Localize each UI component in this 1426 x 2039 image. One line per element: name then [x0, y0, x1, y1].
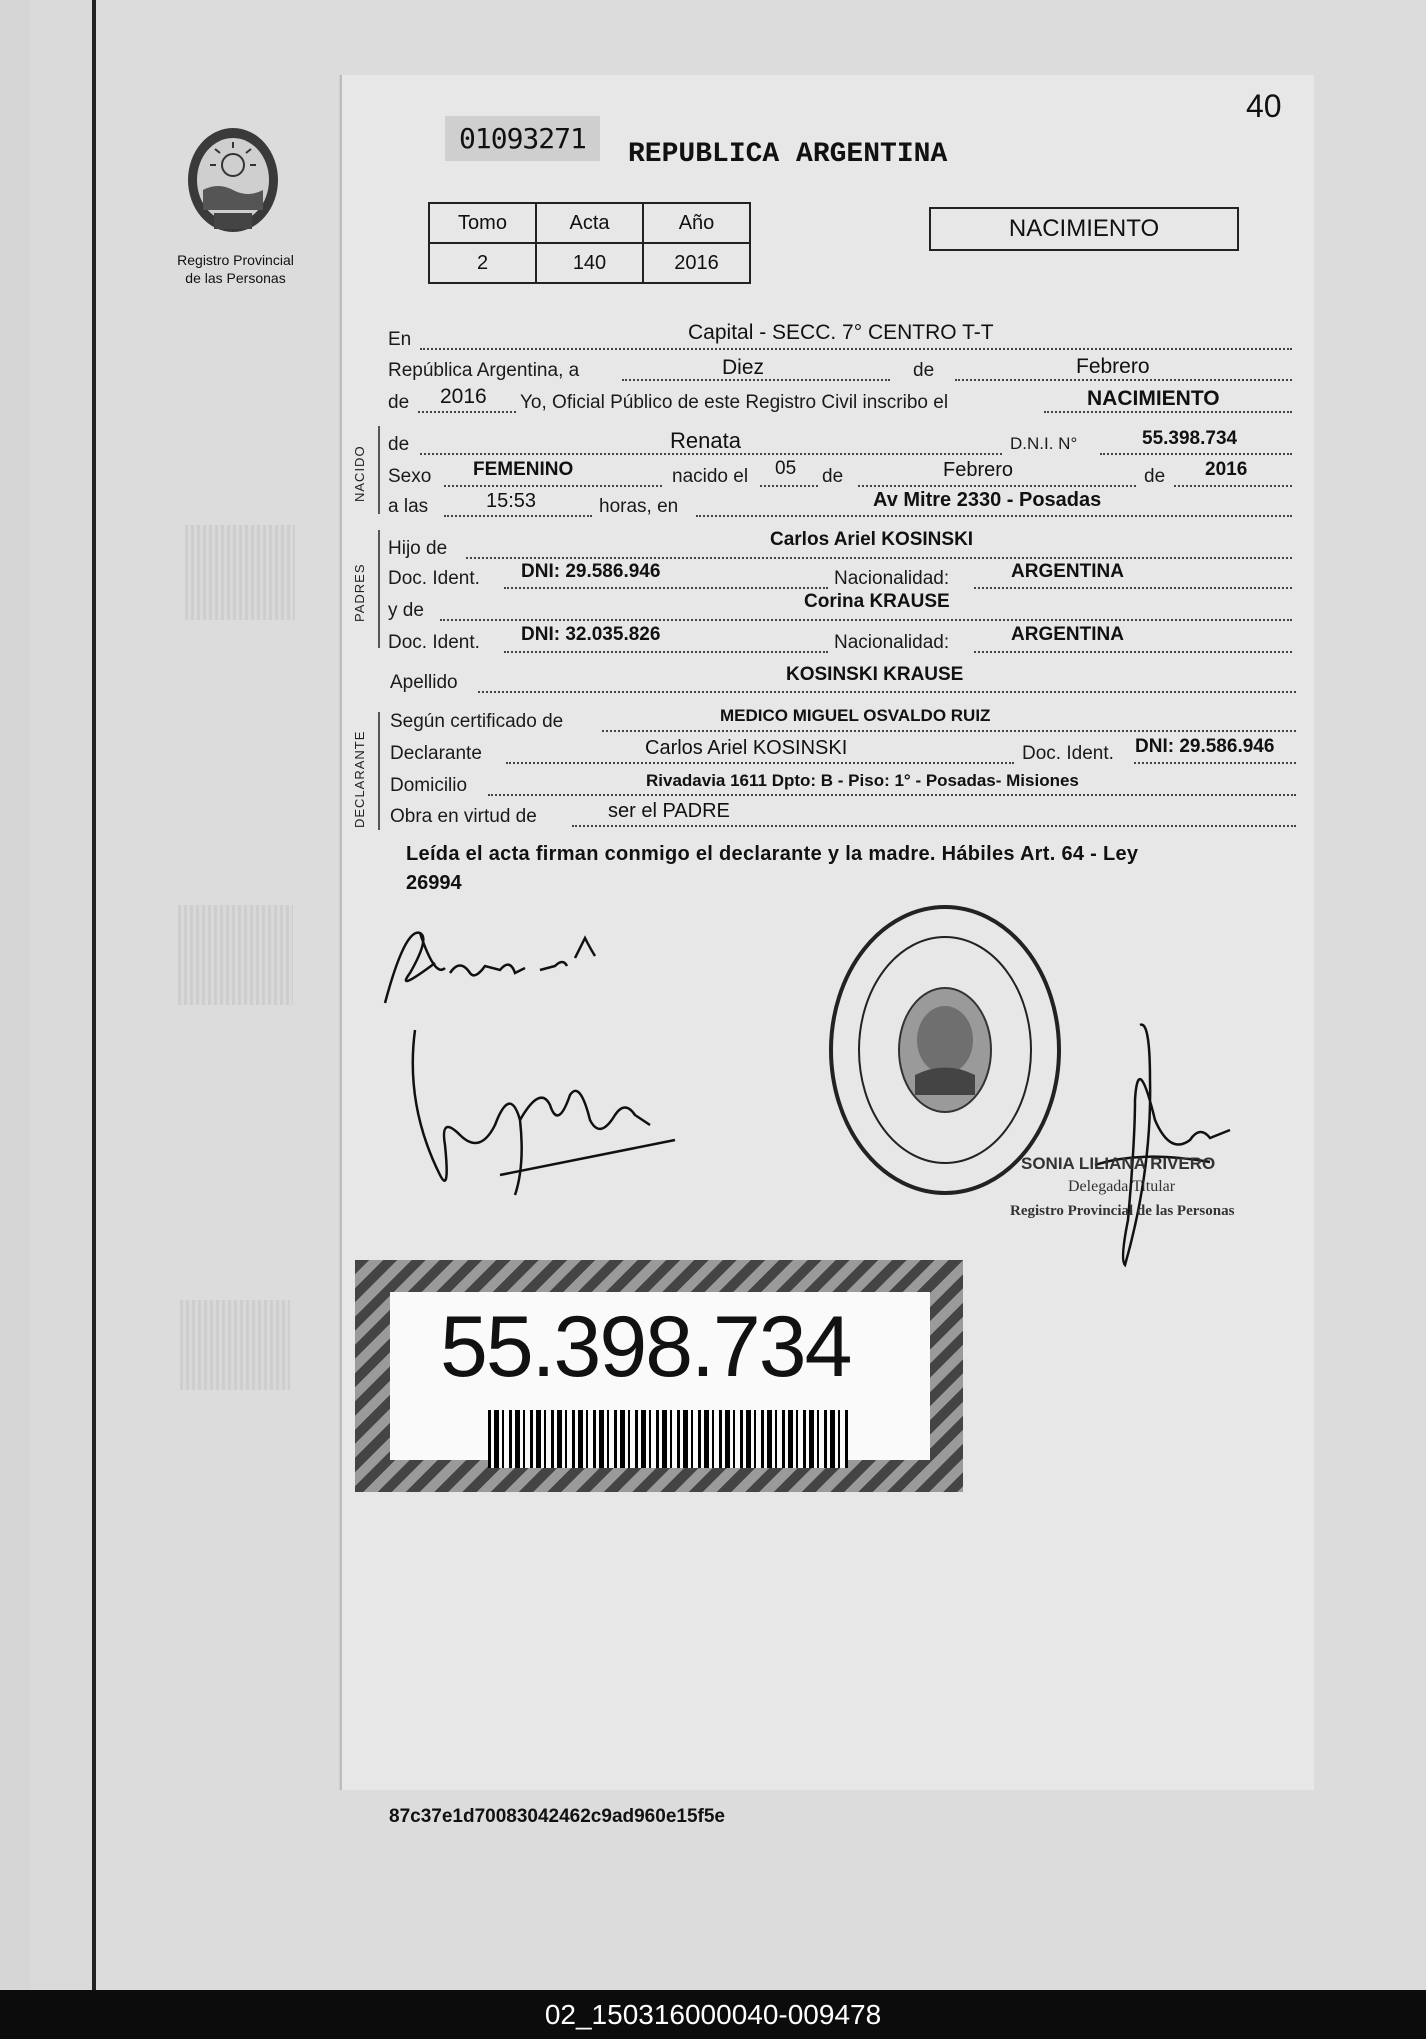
dotted-line [504, 651, 828, 653]
a-las-label: a las [388, 496, 429, 517]
de-label: de [388, 434, 410, 455]
dotted-line [444, 515, 592, 517]
dotted-line [488, 794, 1296, 796]
dotted-line [696, 515, 1292, 517]
logo-caption-line1: Registro Provincial [177, 252, 294, 268]
de-label: de [388, 392, 410, 413]
dotted-line [974, 587, 1292, 589]
barcode-label [390, 1292, 930, 1460]
dotted-line [858, 485, 1136, 487]
padres-section-label: PADRES [352, 563, 367, 622]
dotted-line [602, 730, 1296, 732]
y-de-label: y de [388, 600, 424, 621]
republica-label: República Argentina, a [388, 360, 580, 381]
doc-ident-label: Doc. Ident. [388, 632, 480, 653]
anio-header: Año [643, 203, 750, 243]
de-label: de [913, 360, 935, 381]
officer-title: Delegada Titular [1068, 1178, 1176, 1195]
page-number: 40 [1246, 88, 1282, 124]
sexo-label: Sexo [388, 466, 432, 487]
domicilio-label: Domicilio [390, 775, 468, 796]
mother-nationality: ARGENTINA [1011, 624, 1124, 645]
declarante-name: Carlos Ariel KOSINSKI [645, 737, 848, 759]
dotted-line [478, 691, 1296, 693]
binding-line [92, 0, 96, 1990]
doc-ident-label: Doc. Ident. [1022, 743, 1114, 764]
mother-signature [400, 1025, 720, 1205]
tomo-header: Tomo [429, 203, 536, 243]
dotted-line [506, 762, 1014, 764]
country-title: REPUBLICA ARGENTINA [628, 139, 948, 170]
dotted-line [1044, 411, 1292, 413]
anio-value: 2016 [643, 243, 750, 283]
registration-month: Febrero [1076, 355, 1150, 378]
oficial-text: Yo, Oficial Público de este Registro Civil inscribo el [520, 392, 949, 413]
obra-label: Obra en virtud de [390, 806, 537, 827]
nacido-section-label: NACIDO [352, 445, 367, 502]
act-type-box: NACIMIENTO [929, 207, 1239, 251]
officer-name: SONIA LILIANA RIVERO [1021, 1154, 1216, 1173]
signature-mark-icon [400, 1025, 720, 1205]
horas-en-label: horas, en [599, 496, 679, 517]
dni-label: D.N.I. N° [1010, 434, 1078, 453]
nacido-el-label: nacido el [672, 466, 749, 487]
child-name: Renata [670, 428, 741, 453]
registry-place: Capital - SECC. 7° CENTRO T-T [688, 321, 994, 344]
surname: KOSINSKI KRAUSE [786, 664, 964, 685]
scan-footer: 02_150316000040-009478 [0, 1990, 1426, 2039]
tomo-value: 2 [429, 243, 536, 283]
birth-time: 15:53 [486, 490, 537, 512]
barcode-bars [488, 1410, 848, 1468]
dotted-line [418, 411, 516, 413]
signature-mark-icon [1080, 1020, 1260, 1270]
father-name: Carlos Ariel KOSINSKI [770, 529, 974, 550]
birth-day: 05 [775, 458, 797, 479]
page-stack-edge-inner [30, 0, 96, 1990]
barcode-card [355, 1260, 963, 1492]
doc-ident-label: Doc. Ident. [388, 568, 480, 589]
en-label: En [388, 329, 412, 350]
acta-value: 140 [536, 243, 643, 283]
officer-signature [1080, 1020, 1260, 1270]
father-doc: DNI: 29.586.946 [521, 561, 661, 582]
bleed-through-mark [185, 525, 295, 620]
dotted-line [760, 485, 818, 487]
mother-name: Corina KRAUSE [804, 591, 950, 612]
declarante-doc: DNI: 29.586.946 [1135, 736, 1275, 757]
dotted-line [420, 348, 1292, 350]
dotted-line [504, 587, 828, 589]
dotted-line [1100, 453, 1292, 455]
certificado-label: Según certificado de [390, 711, 564, 732]
de-label: de [822, 466, 844, 487]
province-logo [178, 120, 288, 245]
nacionalidad-label: Nacionalidad: [834, 568, 950, 589]
de-label: de [1144, 466, 1166, 487]
declarante-section-label: DECLARANTE [352, 730, 367, 828]
hijo-de-label: Hijo de [388, 538, 448, 559]
certificado-value: MEDICO MIGUEL OSVALDO RUIZ [720, 706, 991, 725]
dotted-line [572, 825, 1296, 827]
declarante-address: Rivadavia 1611 Dpto: B - Piso: 1° - Posadas- Misiones [646, 771, 1079, 790]
dotted-line [1174, 485, 1292, 487]
dotted-line [444, 485, 662, 487]
document-hash: 87c37e1d70083042462c9ad960e15f5e [389, 1806, 725, 1827]
barcode-number: 55.398.734 [440, 1299, 851, 1395]
closing-text-line1: Leída el acta firman conmigo el declarante y la madre. Hábiles Art. 64 - Ley [406, 843, 1139, 865]
closing-text-line2: 26994 [406, 872, 462, 894]
signature-mark-icon [375, 918, 615, 1008]
province-seal-icon [178, 120, 288, 245]
dotted-line [1134, 762, 1296, 764]
nacionalidad-label: Nacionalidad: [834, 632, 950, 653]
apellido-label: Apellido [390, 672, 458, 693]
declarante-role: ser el PADRE [608, 800, 730, 822]
birth-year: 2016 [1205, 459, 1248, 480]
logo-caption-line2: de las Personas [185, 270, 286, 286]
control-number: 01093271 [445, 116, 600, 161]
reference-table [428, 202, 751, 284]
registration-year: 2016 [440, 385, 487, 408]
dotted-line [974, 651, 1292, 653]
acta-header: Acta [536, 203, 643, 243]
page-stack-edge [0, 0, 32, 1990]
declarante-signature [375, 918, 615, 1008]
registered-event: NACIMIENTO [1087, 387, 1220, 410]
bleed-through-mark [180, 1300, 290, 1390]
child-dni: 55.398.734 [1142, 428, 1238, 449]
dotted-line [466, 557, 1292, 559]
bleed-through-mark [178, 905, 293, 1005]
dotted-line [440, 619, 1292, 621]
dotted-line [955, 379, 1292, 381]
declarante-label: Declarante [390, 743, 482, 764]
father-nationality: ARGENTINA [1011, 561, 1124, 582]
mother-doc: DNI: 32.035.826 [521, 624, 661, 645]
registration-day: Diez [722, 356, 765, 379]
child-sex: FEMENINO [473, 459, 574, 480]
officer-office: Registro Provincial de las Personas [1010, 1203, 1235, 1219]
birth-place: Av Mitre 2330 - Posadas [873, 489, 1102, 511]
birth-month: Febrero [943, 459, 1014, 481]
